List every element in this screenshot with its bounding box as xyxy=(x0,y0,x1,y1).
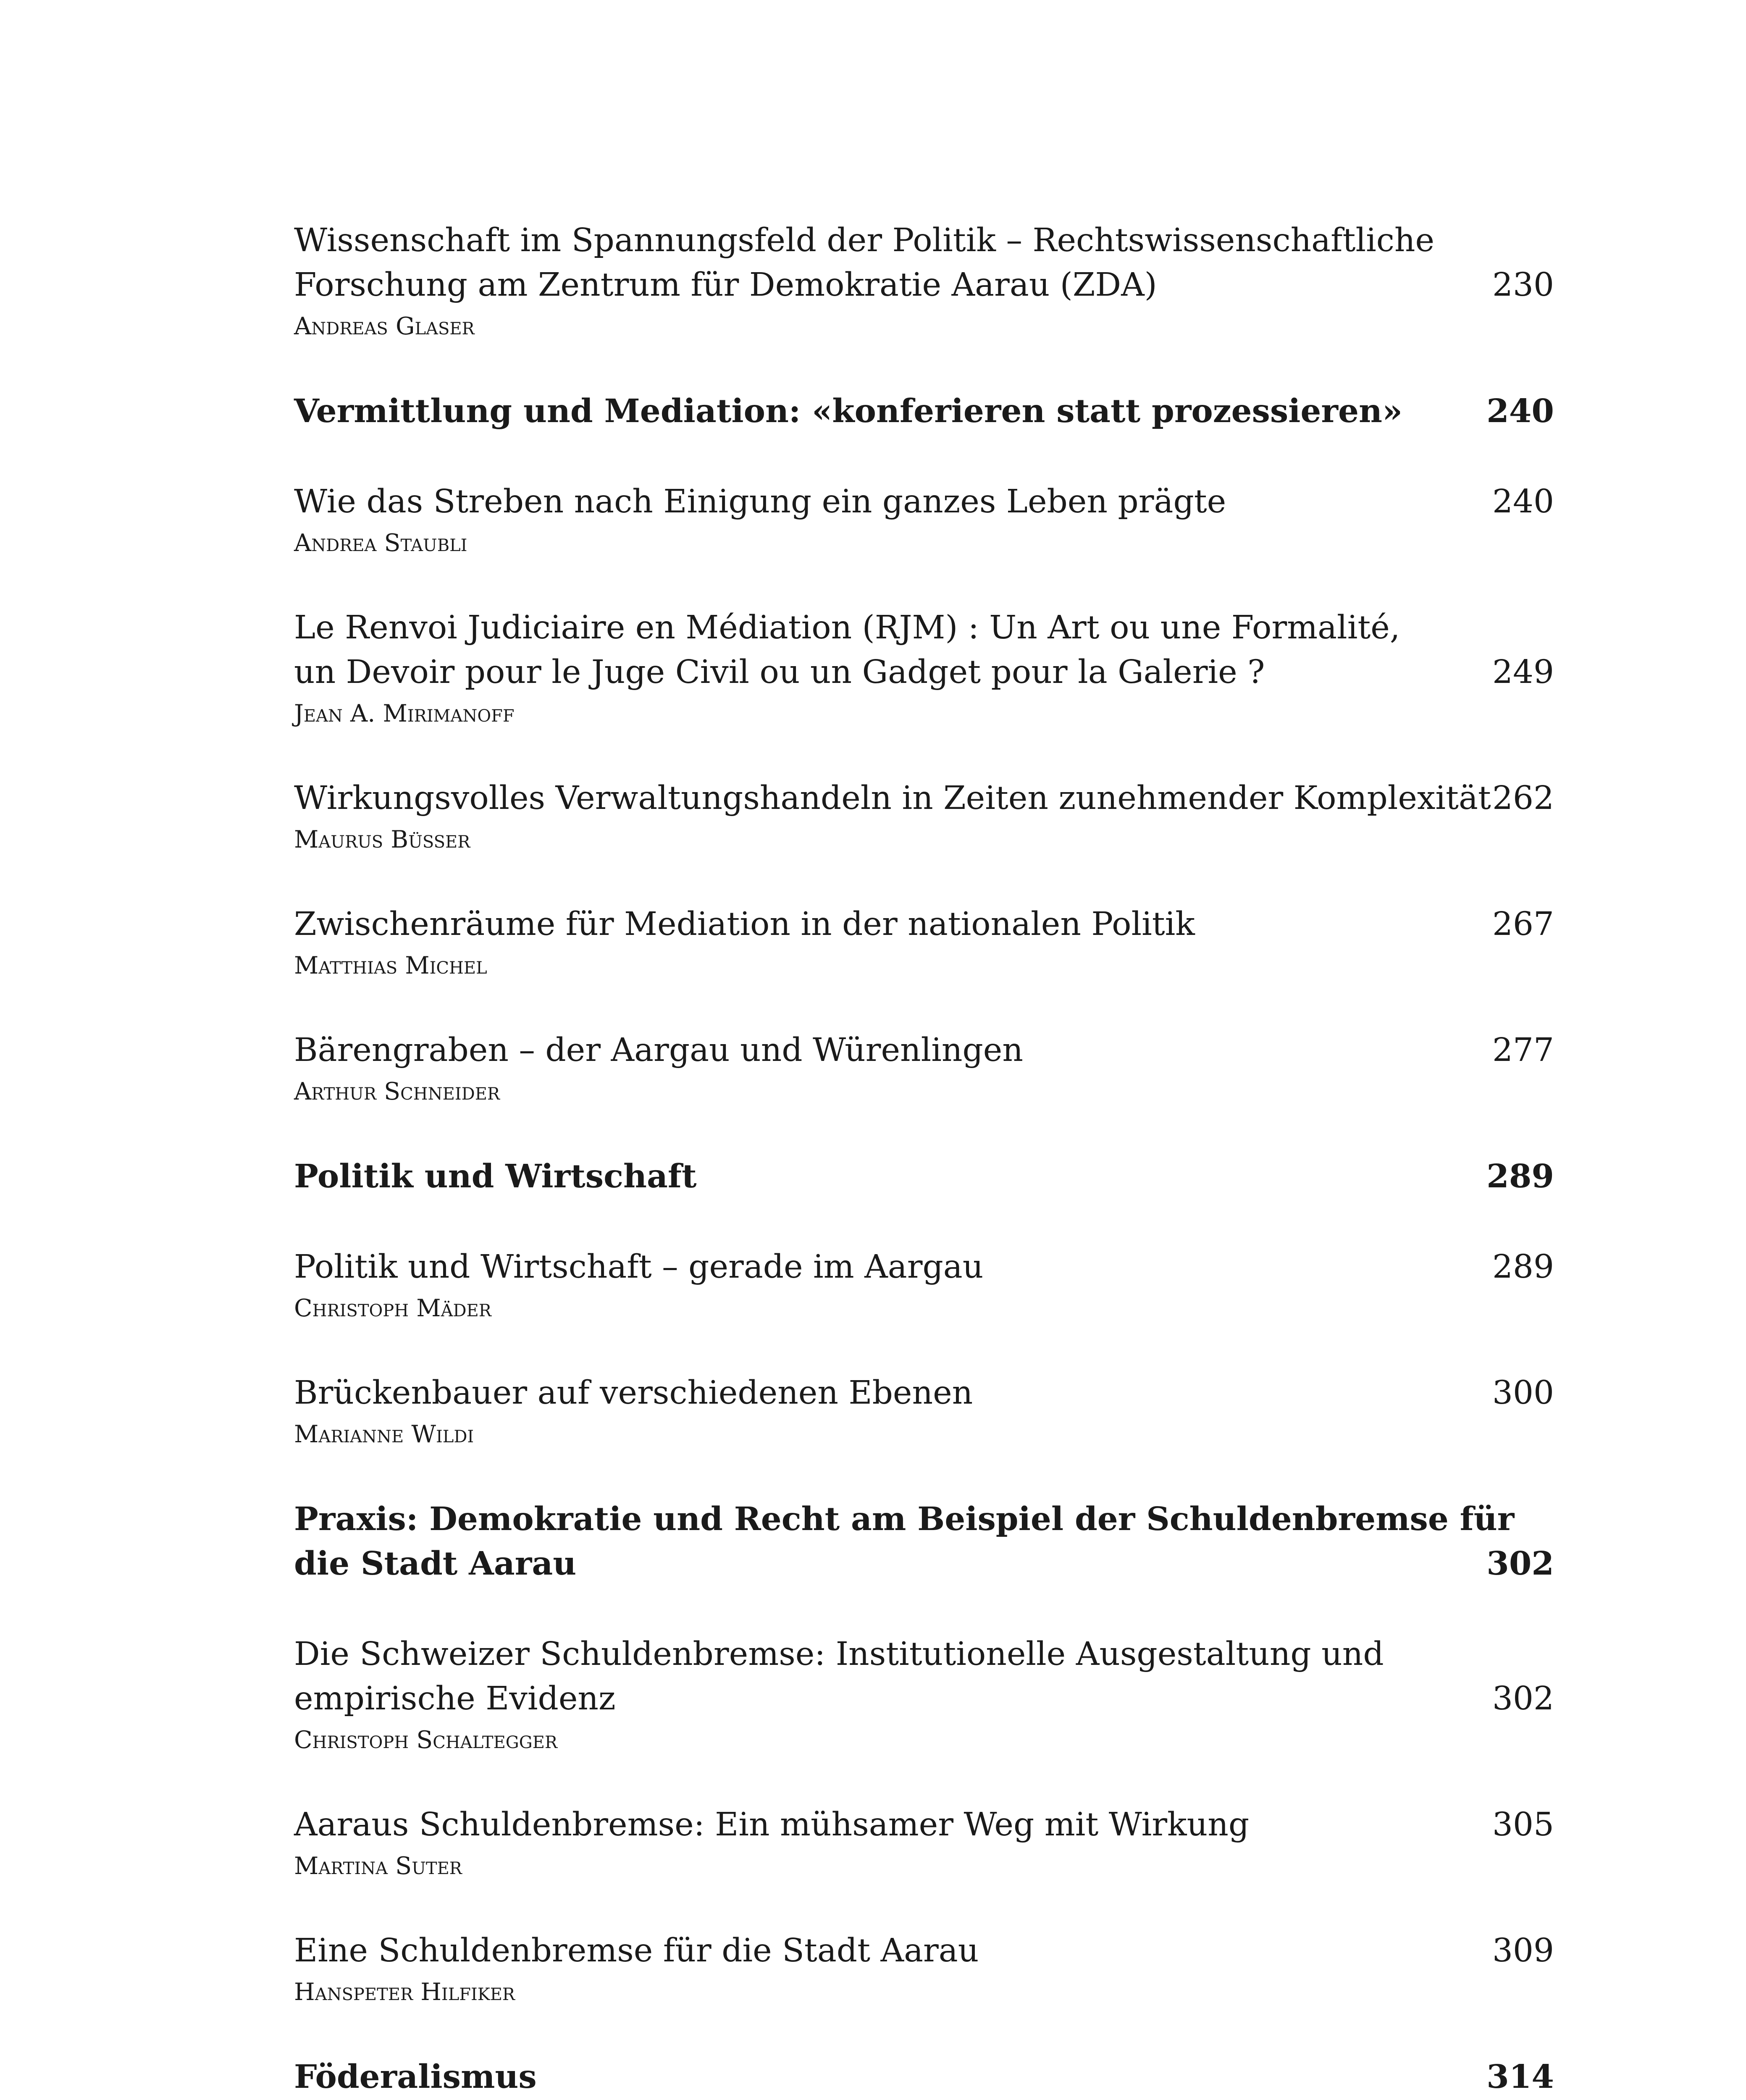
toc-page-number: 240 xyxy=(1492,483,1554,520)
toc-author: Maurus Büsser xyxy=(294,826,470,853)
toc-section-heading xyxy=(294,2055,1554,2099)
toc-title-line: empirische Evidenz xyxy=(294,1680,616,1717)
toc-entry xyxy=(294,1929,1554,2009)
toc-section-heading xyxy=(294,1154,1554,1199)
toc-title-line: Le Renvoi Judiciaire en Médiation (RJM) : Un Art ou une Formalité, xyxy=(294,609,1400,646)
toc-title-line: Politik und Wirtschaft xyxy=(294,1158,697,1195)
toc-entry xyxy=(294,1803,1554,1883)
toc-entry-title xyxy=(294,1803,1554,1847)
toc-entry xyxy=(294,1028,1554,1109)
toc-page-number: 262 xyxy=(1492,780,1554,817)
toc-title-line: Bärengraben – der Aargau und Würenlingen xyxy=(294,1032,1023,1069)
toc-title-line: un Devoir pour le Juge Civil ou un Gadget pour la Galerie ? xyxy=(294,654,1265,691)
toc-title-line: Praxis: Demokratie und Recht am Beispiel der Schuldenbremse für xyxy=(294,1500,1515,1538)
toc-section-heading xyxy=(294,1497,1554,1586)
toc-page-number: 309 xyxy=(1492,1932,1554,1969)
toc-page-number: 289 xyxy=(1486,1158,1554,1195)
toc-entry-title xyxy=(294,1497,1554,1586)
toc-title-line: Aaraus Schuldenbremse: Ein mühsamer Weg mit Wirkung xyxy=(294,1806,1250,1843)
toc-entry xyxy=(294,480,1554,560)
toc-entry-title xyxy=(294,1929,1554,1973)
toc-entry-title xyxy=(294,1632,1554,1721)
toc-title-line: Föderalismus xyxy=(294,2058,537,2096)
toc-entry-title xyxy=(294,1371,1554,1415)
toc-entry-title xyxy=(294,480,1554,524)
toc-title-line: Zwischenräume für Mediation in der nationalen Politik xyxy=(294,906,1195,943)
toc-entry-title xyxy=(294,2055,1554,2099)
toc-page-number: 240 xyxy=(1486,392,1554,430)
toc-entry-title xyxy=(294,606,1554,695)
toc-page-number: 289 xyxy=(1492,1248,1554,1286)
toc-author: Christoph Schaltegger xyxy=(294,1726,558,1754)
toc-title-line: Forschung am Zentrum für Demokratie Aarau (ZDA) xyxy=(294,266,1157,304)
toc-entry xyxy=(294,218,1554,344)
toc-title-line: Wirkungsvolles Verwaltungshandeln in Zeiten zunehmender Komplexität xyxy=(294,780,1491,817)
toc-author: Arthur Schneider xyxy=(294,1078,500,1105)
toc-entry xyxy=(294,1245,1554,1326)
toc-title-line: Politik und Wirtschaft – gerade im Aargau xyxy=(294,1248,984,1286)
toc-title-line: Eine Schuldenbremse für die Stadt Aarau xyxy=(294,1932,979,1969)
toc-author: Andreas Glaser xyxy=(294,312,475,340)
toc-title-line: Wissenschaft im Spannungsfeld der Politik – Rechtswissenschaftliche xyxy=(294,222,1435,259)
toc-entry-title xyxy=(294,1028,1554,1073)
toc-page-number: 267 xyxy=(1492,906,1554,943)
toc-page-number: 302 xyxy=(1486,1545,1554,1583)
toc-page-number: 249 xyxy=(1492,654,1554,691)
toc-entry-title xyxy=(294,1245,1554,1289)
toc-entry xyxy=(294,902,1554,983)
toc-entry-title xyxy=(294,1154,1554,1199)
toc-entry-title xyxy=(294,218,1554,307)
toc-page-number: 305 xyxy=(1492,1806,1554,1843)
toc-author: Matthias Michel xyxy=(294,952,487,979)
toc-entry xyxy=(294,606,1554,731)
toc-entry xyxy=(294,1632,1554,1757)
toc-page-number: 302 xyxy=(1492,1680,1554,1717)
toc-author: Hanspeter Hilfiker xyxy=(294,1978,515,2006)
toc-section-heading xyxy=(294,389,1554,433)
toc-entry-title xyxy=(294,776,1554,821)
toc-page-number: 314 xyxy=(1486,2058,1554,2096)
toc-title-line: die Stadt Aarau xyxy=(294,1545,577,1583)
toc-page-number: 300 xyxy=(1492,1374,1554,1412)
toc-author: Jean A. Mirimanoff xyxy=(294,700,515,727)
toc-page-number: 230 xyxy=(1492,266,1554,304)
toc-title-line: Wie das Streben nach Einigung ein ganzes Leben prägte xyxy=(294,483,1226,520)
table-of-contents xyxy=(294,218,1554,2100)
toc-entry-title xyxy=(294,902,1554,947)
toc-author: Marianne Wildi xyxy=(294,1420,474,1448)
toc-author: Andrea Staubli xyxy=(294,529,467,557)
toc-entry-title xyxy=(294,389,1554,433)
toc-author: Christoph Mäder xyxy=(294,1294,491,1322)
toc-entry xyxy=(294,776,1554,857)
toc-entry xyxy=(294,1371,1554,1452)
toc-page-number: 277 xyxy=(1492,1032,1554,1069)
toc-title-line: Brückenbauer auf verschiedenen Ebenen xyxy=(294,1374,973,1412)
toc-title-line: Die Schweizer Schuldenbremse: Institutionelle Ausgestaltung und xyxy=(294,1635,1384,1673)
toc-author: Martina Suter xyxy=(294,1852,462,1880)
toc-title-line: Vermittlung und Mediation: «konferieren statt prozessieren» xyxy=(294,392,1403,430)
